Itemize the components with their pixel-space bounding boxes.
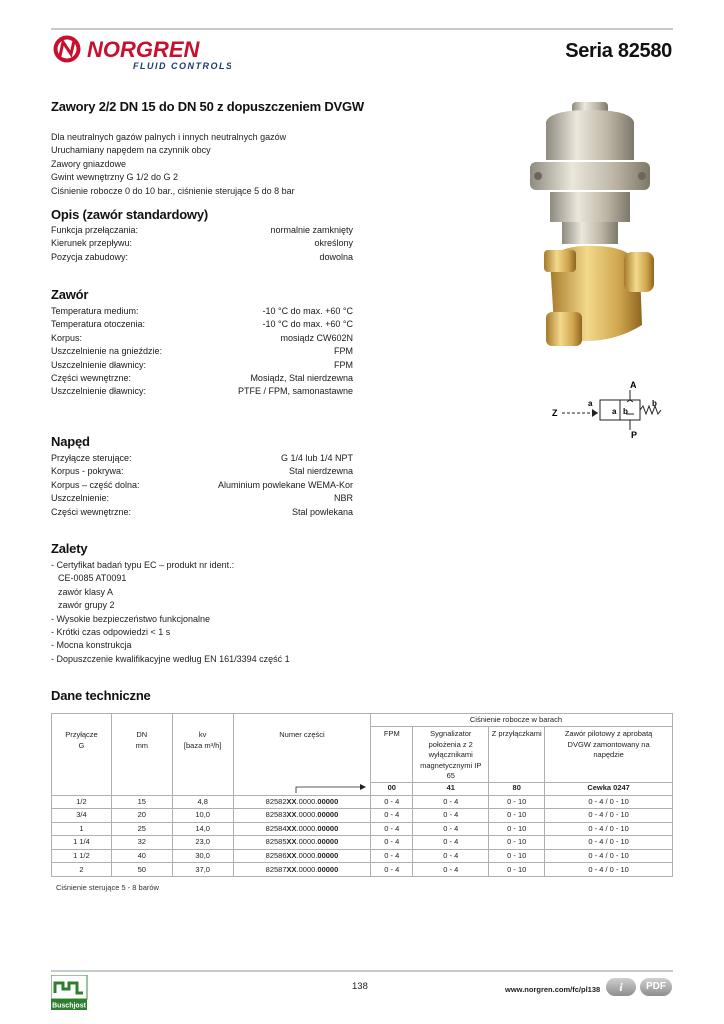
spec-value: FPM bbox=[334, 359, 353, 370]
spec-label: Uszczelnienie dławnicy: bbox=[51, 386, 147, 397]
table-row: 3/4 20 10,0 82583XX.0000.00000 0 - 4 0 - 4 0 - 10 0 - 4 / 0 - 10 bbox=[52, 809, 673, 823]
spec-value: Stal powlekana bbox=[291, 506, 353, 517]
spec-label: Korpus - pokrywa: bbox=[51, 466, 124, 477]
spec-label: Korpus – część dolna: bbox=[51, 479, 140, 490]
spec-value: FPM bbox=[334, 346, 353, 357]
pressure-note: Ciśnienie sterujące 5 - 8 barów bbox=[56, 883, 159, 892]
intro-line: Uruchamiany napędem na czynnik obcy bbox=[51, 145, 211, 156]
benefit-line: zawór grupy 2 bbox=[58, 600, 115, 611]
benefit-line: - Certyfikat badań typu EC – produkt nr ident.: bbox=[51, 560, 235, 570]
port-p-label: P bbox=[631, 430, 638, 440]
spec-value: -10 °C do max. +60 °C bbox=[262, 306, 353, 316]
valve-product-image bbox=[510, 100, 670, 360]
spec-row bbox=[51, 251, 353, 264]
spec-row bbox=[51, 372, 353, 385]
intro-line: Ciśnienie robocze 0 do 10 bar., ciśnienie sterujące 5 do 8 bar bbox=[51, 185, 295, 196]
zalety-list bbox=[51, 559, 290, 666]
spec-row bbox=[51, 492, 353, 505]
part-number: 82583XX.0000.00000 bbox=[233, 809, 371, 823]
section-heading-naped: Napęd bbox=[51, 434, 90, 449]
norgren-logo bbox=[51, 30, 231, 72]
table-header-row bbox=[52, 714, 673, 727]
brand-subtitle: FLUID CONTROLS bbox=[133, 61, 231, 71]
page-number: 138 bbox=[352, 981, 368, 992]
part-number: 82586XX.0000.00000 bbox=[233, 849, 371, 863]
spec-label: Przyłącze sterujące: bbox=[51, 453, 132, 463]
spec-value: określony bbox=[314, 238, 353, 249]
intro-line: Gwint wewnętrzny G 1/2 do G 2 bbox=[51, 172, 179, 183]
opis-specs bbox=[51, 224, 353, 264]
spring-b-label: b bbox=[652, 399, 657, 408]
spec-row bbox=[51, 479, 353, 492]
port-z-label: Z bbox=[552, 408, 558, 418]
part-number: 82582XX.0000.00000 bbox=[233, 795, 371, 809]
section-heading-tech: Dane techniczne bbox=[51, 688, 151, 703]
buschjost-text: Buschjost bbox=[52, 1002, 86, 1010]
benefit-line: - Krótki czas odpowiedzi < 1 s bbox=[51, 627, 171, 638]
technical-data-table bbox=[51, 713, 673, 877]
section-heading-zawor: Zawór bbox=[51, 287, 89, 302]
spec-row bbox=[51, 237, 353, 250]
footer-rule bbox=[51, 970, 673, 972]
section-heading-opis: Opis (zawór standardowy) bbox=[51, 207, 209, 222]
spec-label: Temperatura otoczenia: bbox=[51, 319, 146, 330]
actuator-a-label: a bbox=[588, 399, 593, 408]
spec-row bbox=[51, 452, 353, 465]
benefit-line: - Mocna konstrukcja bbox=[51, 640, 132, 651]
spec-row bbox=[51, 345, 353, 358]
brand-name: NORGREN bbox=[87, 37, 200, 62]
spec-row bbox=[51, 305, 353, 318]
spec-value: NBR bbox=[333, 493, 353, 504]
spec-row bbox=[51, 506, 353, 519]
table-row: 1 1/2 40 30,0 82586XX.0000.00000 0 - 4 0 - 4 0 - 10 0 - 4 / 0 - 10 bbox=[52, 849, 673, 863]
part-number: 82587XX.0000.00000 bbox=[233, 863, 371, 877]
code-fpm: 00 bbox=[371, 782, 413, 795]
col-sygn-header: Sygnalizator położenia z 2 wyłącznikami magnetycznymi IP 65 bbox=[413, 727, 489, 783]
intro-list bbox=[51, 131, 295, 198]
info-button[interactable]: i bbox=[606, 978, 636, 996]
table-row: 1/2 15 4,8 82582XX.0000.00000 0 - 4 0 - 4 0 - 10 0 - 4 / 0 - 10 bbox=[52, 795, 673, 809]
intro-line: Dla neutralnych gazów palnych i innych neutralnych gazów bbox=[51, 132, 287, 142]
spec-row bbox=[51, 385, 353, 398]
spec-value: PTFE / FPM, samonastawne bbox=[237, 386, 353, 397]
spec-label: Pozycja zabudowy: bbox=[51, 251, 129, 262]
spec-label: Uszczelnienie: bbox=[51, 493, 110, 504]
valve-symbol-diagram bbox=[548, 378, 668, 444]
table-row: 2 50 37,0 82587XX.0000.00000 0 - 4 0 - 4 0 - 10 0 - 4 / 0 - 10 bbox=[52, 863, 673, 877]
intro-line: Zawory gniazdowe bbox=[51, 158, 127, 169]
pressure-header: Ciśnienie robocze w barach bbox=[371, 714, 673, 727]
benefit-line: CE-0085 AT0091 bbox=[58, 573, 127, 584]
part-number-arrow-icon bbox=[294, 763, 370, 793]
col-fpm-header: FPM bbox=[371, 727, 413, 783]
spec-value: Mosiądz, Stal nierdzewna bbox=[250, 372, 353, 383]
footer-url-link[interactable]: www.norgren.com/fc/pl138 bbox=[505, 985, 601, 994]
spec-label: Uszczelnienie na gnieździe: bbox=[51, 346, 163, 357]
spec-row bbox=[51, 359, 353, 372]
col-przylacze-header: Przyłącze G bbox=[52, 714, 112, 796]
section-heading-zalety: Zalety bbox=[51, 541, 88, 556]
spec-row bbox=[51, 318, 353, 331]
spec-row bbox=[51, 224, 353, 237]
benefit-line: zawór klasy A bbox=[58, 586, 114, 597]
code-pilot: Cewka 0247 bbox=[545, 782, 673, 795]
spec-label: Części wewnętrzne: bbox=[51, 372, 132, 383]
spec-row bbox=[51, 465, 353, 478]
spec-value: normalnie zamknięty bbox=[270, 225, 353, 235]
spec-value: Aluminium powlekane WEMA-Kor bbox=[217, 479, 353, 490]
box-a-label: a bbox=[612, 407, 617, 416]
code-przyl: 80 bbox=[489, 782, 545, 795]
spec-label: Korpus: bbox=[51, 332, 83, 343]
spec-value: mosiądz CW602N bbox=[280, 332, 353, 343]
table-row: 1 1/4 32 23,0 82585XX.0000.00000 0 - 4 0 - 4 0 - 10 0 - 4 / 0 - 10 bbox=[52, 836, 673, 850]
box-b-label: b bbox=[623, 407, 628, 416]
benefit-line: - Dopuszczenie kwalifikacyjne według EN 161/3394 część 1 bbox=[51, 653, 290, 664]
spec-label: Temperatura medium: bbox=[51, 306, 139, 316]
naped-specs bbox=[51, 452, 353, 519]
code-sygn: 41 bbox=[413, 782, 489, 795]
pdf-button[interactable]: PDF bbox=[640, 978, 672, 996]
zawor-specs bbox=[51, 305, 353, 399]
spec-value: dowolna bbox=[319, 251, 353, 262]
spec-label: Kierunek przepływu: bbox=[51, 238, 133, 249]
part-number: 82584XX.0000.00000 bbox=[233, 822, 371, 836]
spec-value: G 1/4 lub 1/4 NPT bbox=[280, 453, 353, 463]
col-numer-header: Numer części bbox=[233, 714, 371, 796]
spec-label: Części wewnętrzne: bbox=[51, 506, 132, 517]
spec-value: Stal nierdzewna bbox=[288, 466, 353, 477]
spec-value: -10 °C do max. +60 °C bbox=[262, 319, 353, 330]
port-a-label: A bbox=[630, 380, 637, 390]
table-row: 1 25 14,0 82584XX.0000.00000 0 - 4 0 - 4 0 - 10 0 - 4 / 0 - 10 bbox=[52, 822, 673, 836]
benefit-line: - Wysokie bezpieczeństwo funkcjonalne bbox=[51, 613, 210, 624]
buschjost-logo bbox=[51, 975, 91, 1011]
spec-label: Funkcja przełączania: bbox=[51, 225, 139, 235]
spec-row bbox=[51, 332, 353, 345]
col-pilot-header: Zawór pilotowy z aprobatą DVGW zamontowany na napędzie bbox=[545, 727, 673, 783]
col-przylaczkami-header: Z przyłączkami bbox=[489, 727, 545, 783]
part-number: 82585XX.0000.00000 bbox=[233, 836, 371, 850]
page-title: Zawory 2/2 DN 15 do DN 50 z dopuszczeniem DVGW bbox=[51, 99, 364, 114]
spec-label: Uszczelnienie dławnicy: bbox=[51, 359, 147, 370]
col-dn-header: DN mm bbox=[111, 714, 172, 796]
col-kv-header: kv [baza m³/h] bbox=[172, 714, 233, 796]
series-title: Seria 82580 bbox=[565, 40, 672, 62]
